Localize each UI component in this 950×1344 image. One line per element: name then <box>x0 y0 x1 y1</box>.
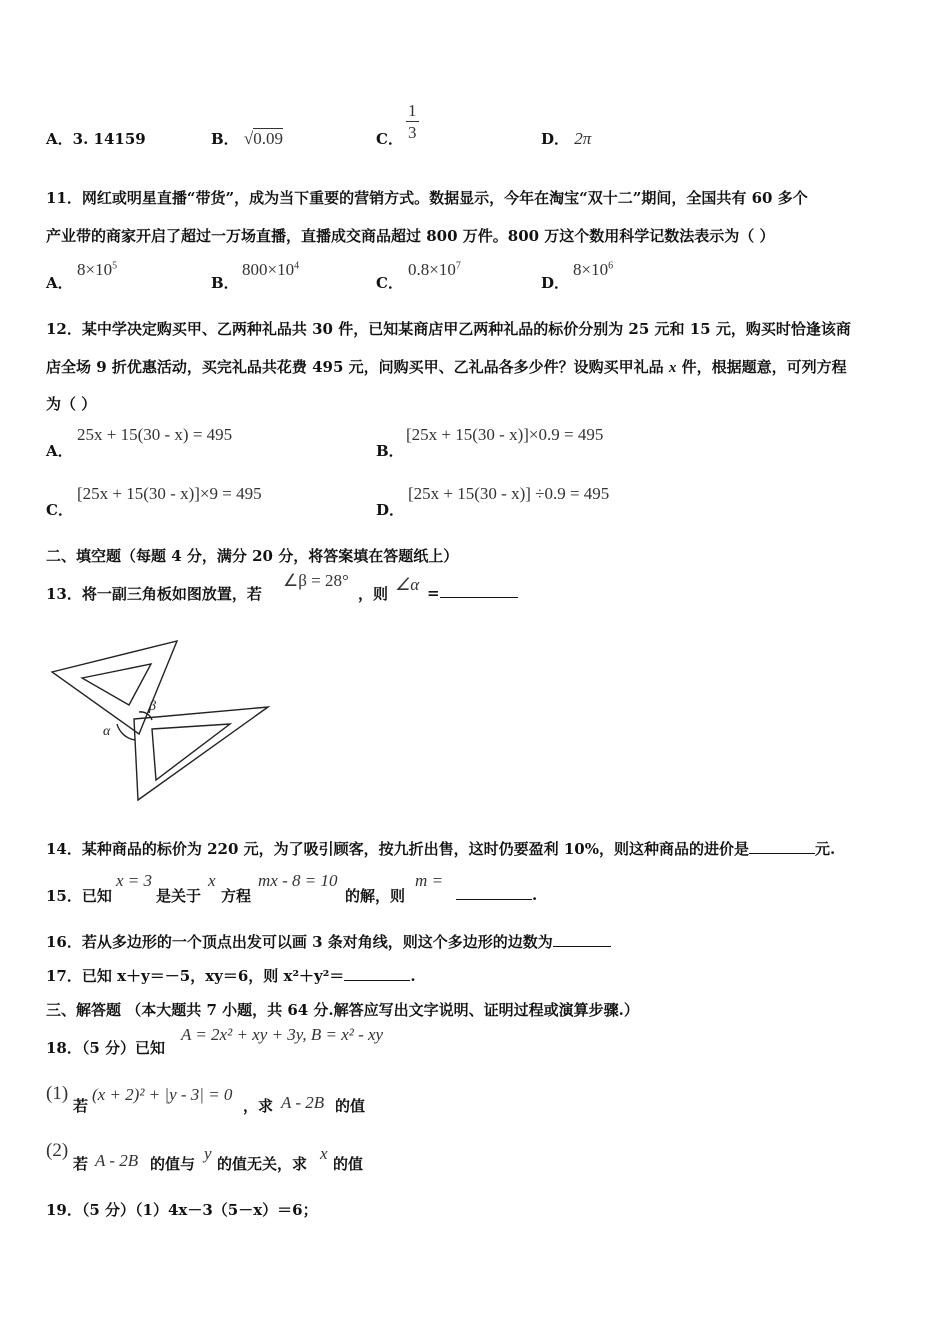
q18-equation: A = 2x² + xy + 3y, B = x² - xy <box>181 1025 384 1044</box>
figure-beta-label: β <box>149 699 156 714</box>
q12-option-a: 25x + 15(30 - x) = 495 <box>77 425 233 444</box>
q18-part2-value: 的值 <box>333 1155 364 1173</box>
figure-alpha-label: α <box>103 724 111 739</box>
q18-part2-var-y: y <box>204 1144 212 1163</box>
q18-part1-value: 的值 <box>335 1097 366 1115</box>
set-squares-figure <box>40 630 280 810</box>
q13-alpha: ∠α <box>395 575 420 594</box>
q18-part2-with: 的值与 <box>150 1155 196 1173</box>
q12-line1: 12．某中学决定购买甲、乙两种礼品共 30 件，已知某商店甲乙两种礼品的标价分别为 25 元和 15 元，购买时恰逢该商 <box>46 320 851 338</box>
q13-prefix: 13．将一副三角板如图放置，若 <box>46 585 262 603</box>
section2-title: 二、填空题（每题 4 分，满分 20 分，将答案填在答题纸上） <box>46 547 459 565</box>
q18-part2-var-x: x <box>320 1144 328 1163</box>
q12-line3: 为（ ） <box>46 395 97 413</box>
q12-option-d-label: D． <box>376 501 405 519</box>
section3-title: 三、解答题 （本大题共 7 小题，共 64 分.解答应写出文字说明、证明过程或演算步骤.） <box>46 1001 639 1019</box>
q12-option-c: [25x + 15(30 - x)]×9 = 495 <box>77 484 262 503</box>
q11-option-d-label: D． <box>541 274 570 292</box>
q11-option-c: $0.8\times 10^7$ <box>408 260 461 279</box>
q11-line2: 产业带的商家开启了超过一万场直播，直播成交商品超过 800 万件。800 万这个数用科学记数法表示为（ ） <box>46 227 775 245</box>
q12-option-b-label: B． <box>376 442 404 460</box>
q11-option-d: $8\times 10^6$ <box>573 260 614 279</box>
q18-part2-if: 若 <box>73 1155 89 1173</box>
q17-text: 17．已知 x＋y＝－5，xy＝6，则 x²＋y²＝ . <box>46 967 416 985</box>
q11-option-b: $800\times 10^4$ <box>242 260 300 279</box>
q15-eq1: x = 3 <box>116 871 153 890</box>
q15-mid3: 的解，则 <box>345 887 406 905</box>
q18-part1-condition: (x + 2)² + |y - 3| = 0 <box>92 1085 233 1104</box>
q18-part2-unrelated: 的值无关，求 <box>217 1155 308 1173</box>
q15-mid2: 方程 <box>221 887 252 905</box>
q10-option-d: D． 2π <box>541 129 592 148</box>
q11-line1: 11．网红或明星直播“带货”，成为当下重要的营销方式。数据显示，今年在淘宝“双十二”期间，全国共有 60 多个 <box>46 189 808 207</box>
q14-text: 14．某种商品的标价为 220 元，为了吸引顾客，按九折出售，这时仍要盈利 10%，则这种商品的进价是 元. <box>46 840 836 858</box>
q11-option-c-label: C． <box>376 274 403 292</box>
q18-part1-if: 若 <box>73 1097 89 1115</box>
q18-part2-expression: A - 2B <box>95 1151 139 1170</box>
q19-text: 19．（5 分）（1）4x－3（5－x）＝6； <box>46 1201 318 1219</box>
q15-var: x <box>208 871 216 890</box>
q10-option-c-fraction: $\frac{1}{3}$ <box>408 101 417 142</box>
q18-part1-expression: A - 2B <box>281 1093 325 1112</box>
q18-part1-label: (1) <box>46 1083 69 1104</box>
q11-option-b-label: B． <box>211 274 239 292</box>
q11-option-a: $8\times 10^5$ <box>77 260 118 279</box>
q13-beta-equation: ∠β = 28° <box>283 571 349 590</box>
q15-suffix: . <box>456 885 537 904</box>
q12-option-b: [25x + 15(30 - x)]×0.9 = 495 <box>406 425 604 444</box>
q10-option-b: B． √0.09 <box>211 129 284 148</box>
q11-option-a-label: A． <box>46 274 73 292</box>
q13-mid: ，则 <box>358 585 389 603</box>
sqrt-expression: √0.09 <box>243 129 284 148</box>
q10-option-c: C． <box>376 130 403 148</box>
q18-part2-label: (2) <box>46 1140 69 1161</box>
q13-suffix: = <box>427 583 518 602</box>
q16-text: 16．若从多边形的一个顶点出发可以画 3 条对角线，则这个多边形的边数为 <box>46 931 611 952</box>
q15-mid1: 是关于 <box>156 887 202 905</box>
q10-option-a: A．3. 14159 <box>46 130 146 148</box>
q18-prefix: 18．（5 分）已知 <box>46 1039 166 1057</box>
q12-line2: 店全场 9 折优惠活动，买完礼品共花费 495 元，问购买甲、乙礼品各多少件？设购买甲礼品 x 件，根据题意，可列方程 <box>46 358 847 376</box>
q12-option-a-label: A． <box>46 442 73 460</box>
q12-option-d: [25x + 15(30 - x)] ÷0.9 = 495 <box>408 484 610 503</box>
q18-part1-ask: ，求 <box>243 1097 274 1115</box>
q15-eq3: m = <box>415 871 443 890</box>
q15-prefix: 15．已知 <box>46 887 112 905</box>
q12-option-c-label: C． <box>46 501 73 519</box>
q15-eq2: mx - 8 = 10 <box>258 871 338 890</box>
